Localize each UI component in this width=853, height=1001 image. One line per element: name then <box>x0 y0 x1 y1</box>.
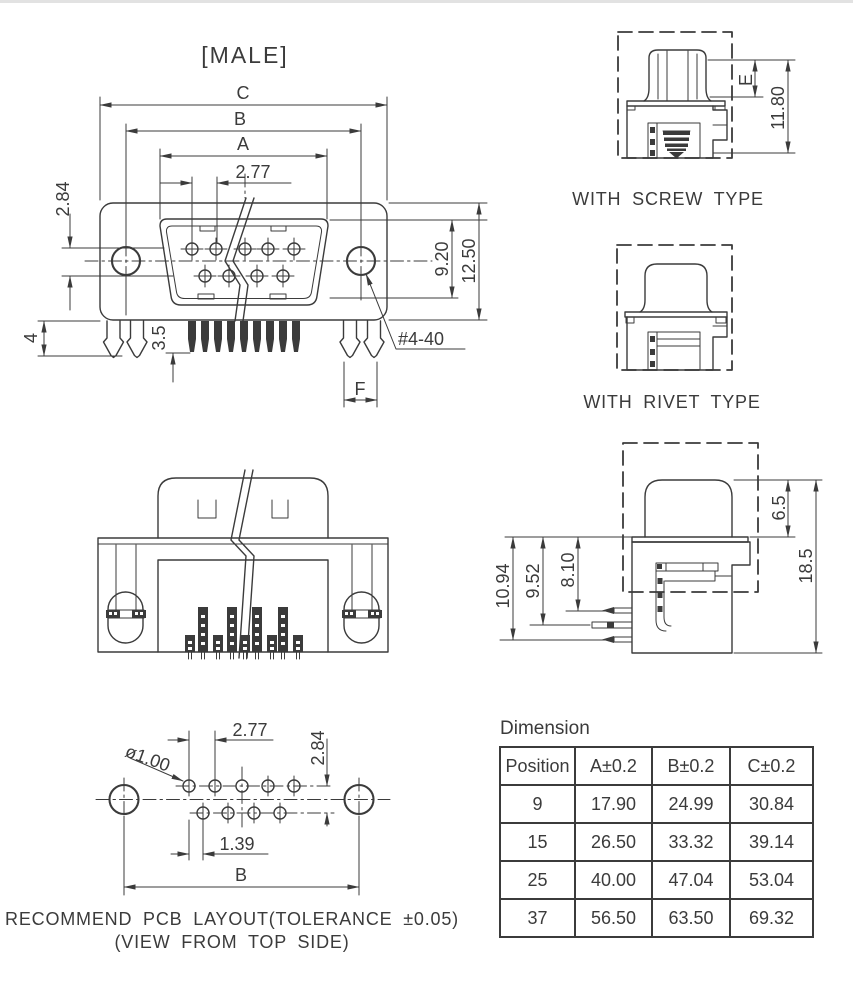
rear-oval-left-slot <box>108 545 144 618</box>
table-cell: 9 <box>500 785 575 823</box>
pcb-dim-label-b: B <box>234 865 248 885</box>
table-cell: 63.50 <box>652 899 730 937</box>
table-row <box>500 823 813 861</box>
rear-view <box>98 470 388 659</box>
dim-label-952: 9.52 <box>523 563 543 599</box>
pcb-caption-line2: (VIEW FROM TOP SIDE) <box>114 932 350 952</box>
dim-label-pitch: 2.77 <box>235 162 271 182</box>
dim-label-body-h: 12.50 <box>459 238 479 284</box>
dim-label-185: 18.5 <box>796 548 816 584</box>
male-title: [MALE] <box>201 42 289 68</box>
screw-head-facets <box>658 51 697 101</box>
table-cell: 30.84 <box>730 785 813 823</box>
dim-label-65: 6.5 <box>769 495 789 521</box>
polarization-bumps <box>198 226 286 299</box>
rivet-flange <box>625 312 727 317</box>
side-cap <box>645 480 732 537</box>
rear-oval-right-slot <box>344 545 380 618</box>
rear-oval-right-tab-marks <box>345 612 379 615</box>
screw-thread <box>663 132 690 159</box>
side-body <box>632 542 750 653</box>
table-cell: 37 <box>500 899 575 937</box>
dimension-table <box>499 746 814 938</box>
side-flange <box>632 537 748 542</box>
table-row <box>500 861 813 899</box>
dim-label-a: A <box>236 134 250 154</box>
side-contact-bar <box>656 563 731 581</box>
dim-a-extensions <box>160 149 327 219</box>
pcb-offset-extensions <box>189 820 203 860</box>
pcb-dim-label-hole: ø1.00 <box>122 740 173 776</box>
table-cell: 39.14 <box>730 823 813 861</box>
table-header-cell: Position <box>500 747 575 785</box>
dim-label-pin: 3.5 <box>149 325 169 351</box>
rivet-cap <box>640 264 712 312</box>
rivet-pocket-marks <box>650 336 655 367</box>
pcb-pitch-extensions <box>189 731 215 779</box>
thread-label: #4-40 <box>398 329 445 349</box>
screw-head <box>644 50 711 101</box>
dim-label-c: C <box>236 83 250 103</box>
side-pin-top <box>614 608 632 613</box>
rear-oval-left-tab-marks <box>109 612 143 615</box>
table-cell: 33.32 <box>652 823 730 861</box>
screw-type-caption: WITH SCREW TYPE <box>572 189 764 209</box>
side-outline-dashed <box>623 443 758 592</box>
side-view <box>493 443 822 653</box>
table-cell: 53.04 <box>730 861 813 899</box>
dim-label-e: E <box>736 73 756 87</box>
rear-shell <box>158 478 328 538</box>
dim-pitch-extensions <box>192 177 217 242</box>
rivet-type-view <box>583 245 760 412</box>
dim-label-1180: 11.80 <box>768 86 788 130</box>
side-pin-bottom <box>614 637 632 642</box>
dim-label-b: B <box>233 109 247 129</box>
dim-label-row: 2.84 <box>53 181 73 217</box>
rivet-type-caption: WITH RIVET TYPE <box>583 392 761 412</box>
screw-type-view <box>572 32 795 209</box>
rear-pin-tails <box>189 652 300 659</box>
pcb-dim-label-row: 2.84 <box>308 730 328 766</box>
insert-outline-outer <box>160 219 328 305</box>
table-row <box>500 785 813 823</box>
table-row <box>500 899 813 937</box>
dim-label-1094: 10.94 <box>493 563 513 609</box>
table-header-cell: A±0.2 <box>575 747 652 785</box>
pcb-dim-label-offset: 1.39 <box>219 834 255 854</box>
table-cell: 56.50 <box>575 899 652 937</box>
rivet-pocket <box>648 332 700 370</box>
pcb-dim-label-pitch: 2.77 <box>232 720 268 740</box>
table-cell: 15 <box>500 823 575 861</box>
table-header-row <box>500 747 813 785</box>
dim-label-insert-h: 9.20 <box>432 241 452 277</box>
dim-label-f: F <box>354 379 366 399</box>
break-line <box>225 198 254 321</box>
screw-flange <box>627 101 725 106</box>
screw-pocket-marks <box>650 127 655 156</box>
dim-label-810: 8.10 <box>558 552 578 588</box>
pcb-layout-view <box>5 720 459 952</box>
dim-label-leg: 4 <box>21 332 41 344</box>
table-header-cell: C±0.2 <box>730 747 813 785</box>
front-view <box>21 42 487 407</box>
rivet-body <box>627 317 727 370</box>
pin-field <box>181 238 305 287</box>
insert-outline-inner <box>166 226 321 299</box>
rear-shell-notches <box>198 500 288 518</box>
side-pin-middle-mark <box>607 622 614 628</box>
table-cell: 25 <box>500 861 575 899</box>
table-cell: 69.32 <box>730 899 813 937</box>
table-header-cell: B±0.2 <box>652 747 730 785</box>
table-title: Dimension <box>500 718 590 739</box>
table-cell: 47.04 <box>652 861 730 899</box>
table-cell: 40.00 <box>575 861 652 899</box>
rivet-flange-tabs <box>626 317 726 323</box>
dimension-table-section <box>499 718 815 938</box>
dim-leg-extensions <box>38 321 122 356</box>
pcb-hole-centerlines <box>96 778 390 821</box>
table-cell: 17.90 <box>575 785 652 823</box>
solder-tails <box>188 321 300 352</box>
table-cell: 24.99 <box>652 785 730 823</box>
pcb-caption-line1: RECOMMEND PCB LAYOUT(TOLERANCE ±0.05) <box>5 909 459 929</box>
table-cell: 26.50 <box>575 823 652 861</box>
